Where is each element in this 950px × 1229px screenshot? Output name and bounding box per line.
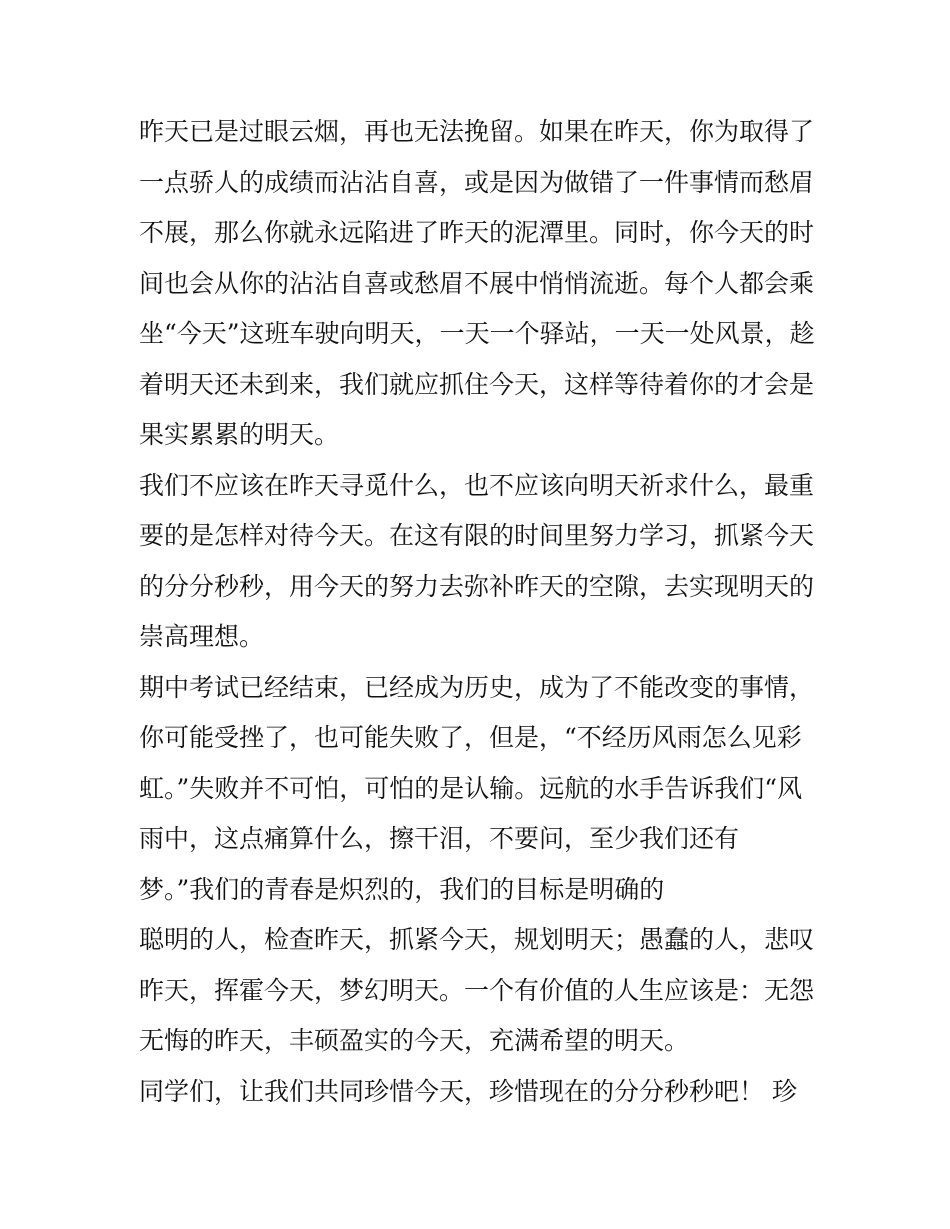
text-line: 梦。”我们的青春是炽烈的，我们的目标是明确的	[139, 874, 665, 904]
text-line: 要的是怎样对待今天。在这有限的时间里努力学习，抓紧今天	[139, 521, 815, 550]
text-line: 你可能受挫了，也可能失败了，但是，“不经历风雨怎么见彩	[139, 723, 802, 752]
text-line: 期中考试已经结束，已经成为历史，成为了不能改变的事情，	[139, 672, 815, 702]
text-line: 昨天已是过眼云烟，再也无法挽留。如果在昨天，你为取得了	[139, 117, 815, 146]
text-line: 不展，那么你就永远陷进了昨天的泥潭里。同时，你今天的时	[139, 218, 815, 247]
text-line: 着明天还未到来，我们就应抓住今天，这样等待着你的才会是	[139, 369, 815, 399]
text-line: 果实累累的明天。	[139, 420, 340, 449]
text-line: 虹。”失败并不可怕，可怕的是认输。远航的水手告诉我们“风	[139, 773, 803, 803]
text-line: 间也会从你的沾沾自喜或愁眉不展中悄悄流逝。每个人都会乘	[139, 268, 815, 298]
text-line: 崇高理想。	[139, 622, 265, 651]
text-line: 无悔的昨天，丰硕盈实的今天，充满希望的明天。	[139, 1026, 690, 1055]
text-line: 一点骄人的成绩而沾沾自喜，或是因为做错了一件事情而愁眉	[139, 167, 815, 197]
text-line: 同学们，让我们共同珍惜今天，珍惜现在的分分秒秒吧！ 珍	[139, 1076, 797, 1106]
text-line: 聪明的人，检查昨天，抓紧今天，规划明天；愚蠢的人，悲叹	[139, 925, 815, 954]
text-line: 坐“今天”这班车驶向明天，一天一个驿站，一天一处风景，趁	[139, 319, 815, 348]
document-body	[139, 107, 829, 1117]
text-line: 的分分秒秒，用今天的努力去弥补昨天的空隙，去实现明天的	[139, 571, 815, 601]
text-line: 雨中，这点痛算什么，擦干泪，不要问，至少我们还有	[139, 824, 740, 853]
text-line: 我们不应该在昨天寻觅什么，也不应该向明天祈求什么，最重	[139, 470, 815, 500]
text-line: 昨天，挥霍今天，梦幻明天。一个有价值的人生应该是：无怨	[139, 975, 815, 1005]
